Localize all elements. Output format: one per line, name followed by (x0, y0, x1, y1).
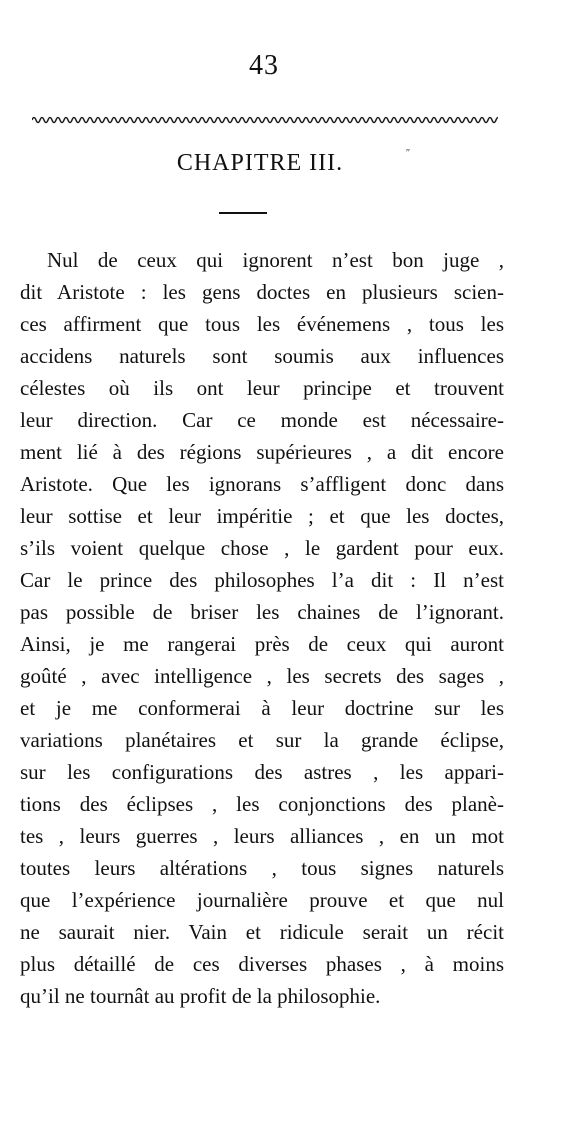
text-line: variations planétaires et sur la grande éclipse, (20, 728, 504, 752)
text-line: plus détaillé de ces diverses phases , à moins (20, 952, 504, 976)
text-line: pas possible de briser les chaines de l’ignorant. (20, 600, 504, 624)
text-line: Aristote. Que les ignorans s’affligent donc dans (20, 472, 504, 496)
text-line: que l’expérience journalière prouve et que nul (20, 888, 504, 912)
text-line: dit Aristote : les gens doctes en plusieurs scien- (20, 280, 504, 304)
text-line: tions des éclipses , les conjonctions des planè- (20, 792, 504, 816)
text-line: leur direction. Car ce monde est nécessaire- (20, 408, 504, 432)
text-line: accidens naturels sont soumis aux influences (20, 344, 504, 368)
stray-ink-mark: ″ (406, 148, 411, 159)
chapter-title: CHAPITRE III. (176, 150, 344, 176)
text-line: ment lié à des régions supérieures , a dit encore (20, 440, 504, 464)
text-line: ces affirment que tous les événemens , tous les (20, 312, 504, 336)
text-line: s’ils voient quelque chose , le gardent pour eux. (20, 536, 504, 560)
text-line: toutes leurs altérations , tous signes naturels (20, 856, 504, 880)
page-number: 43 (249, 50, 279, 81)
text-line: goûté , avec intelligence , les secrets des sages , (20, 664, 504, 688)
text-line: Car le prince des philosophes l’a dit : Il n’est (20, 568, 504, 592)
text-line: tes , leurs guerres , leurs alliances , en un mot (20, 824, 504, 848)
wavy-rule-ornament (32, 113, 498, 127)
title-underline-rule (219, 212, 267, 214)
text-line: qu’il ne tournât au profit de la philosophie. (20, 984, 381, 1008)
text-line: célestes où ils ont leur principe et trouvent (20, 376, 504, 400)
text-line: ne saurait nier. Vain et ridicule serait un récit (20, 920, 504, 944)
text-line: Nul de ceux qui ignorent n’est bon juge , (47, 248, 504, 272)
text-line: et je me conformerai à leur doctrine sur les (20, 696, 504, 720)
text-line: sur les configurations des astres , les appari- (20, 760, 504, 784)
text-line: Ainsi, je me rangerai près de ceux qui auront (20, 632, 504, 656)
text-line: leur sottise et leur impéritie ; et que les doctes, (20, 504, 504, 528)
